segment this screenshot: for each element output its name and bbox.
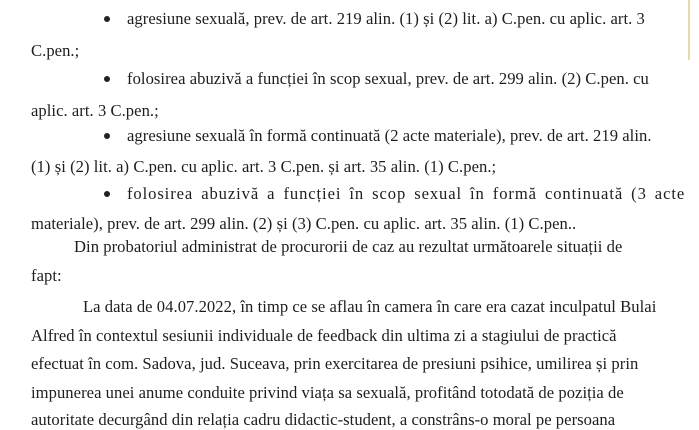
- bullet-marker: [104, 16, 110, 22]
- bullet-3-line-2: (1) și (2) lit. a) C.pen. cu aplic. art. 3 C.pen. și art. 35 alin. (1) C.pen.;: [31, 157, 497, 176]
- facts-paragraph-line-3: efectuat în com. Sadova, jud. Suceava, prin exercitarea de presiuni psihice, umilirea și prin: [31, 354, 639, 373]
- bullet-1-line-2: C.pen.;: [31, 41, 80, 60]
- bullet-2-line-1: folosirea abuzivă a funcției în scop sexual, prev. de art. 299 alin. (2) C.pen. cu: [127, 69, 649, 88]
- intro-paragraph-line-2: fapt:: [31, 266, 62, 285]
- facts-paragraph-line-1: La data de 04.07.2022, în timp ce se aflau în camera în care era cazat inculpatul Bulai: [83, 297, 657, 316]
- bullet-marker: [104, 191, 110, 197]
- bullet-marker: [104, 133, 110, 139]
- bullet-marker: [104, 76, 110, 82]
- bullet-4-line-2: materiale), prev. de art. 299 alin. (2) și (3) C.pen. cu aplic. art. 35 alin. (1) C.pen..: [31, 214, 577, 233]
- facts-paragraph-line-5: autoritate decurgând din relația cadru didactic-student, a constrâns-o moral pe persoana: [31, 410, 616, 429]
- bullet-2-line-2: aplic. art. 3 C.pen.;: [31, 101, 159, 120]
- bullet-3-line-1: agresiune sexuală în formă continuată (2 acte materiale), prev. de art. 219 alin.: [127, 126, 652, 145]
- facts-paragraph-line-4: impunerea unei anume conduite privind viața sa sexuală, profitând totodată de poziția de: [31, 383, 624, 402]
- bullet-1-line-1: agresiune sexuală, prev. de art. 219 alin. (1) și (2) lit. a) C.pen. cu aplic. art. 3: [127, 9, 645, 28]
- intro-paragraph-line-1: Din probatoriul administrat de procurorii de caz au rezultat următoarele situații de: [74, 237, 623, 256]
- facts-paragraph-line-2: Alfred în contextul sesiunii individuale de feedback din ultima zi a stagiului de practică: [31, 326, 617, 345]
- bullet-4-line-1: folosirea abuzivă a funcției în scop sexual în formă continuată (3 acte: [127, 184, 686, 203]
- scan-edge-mark: [688, 0, 690, 60]
